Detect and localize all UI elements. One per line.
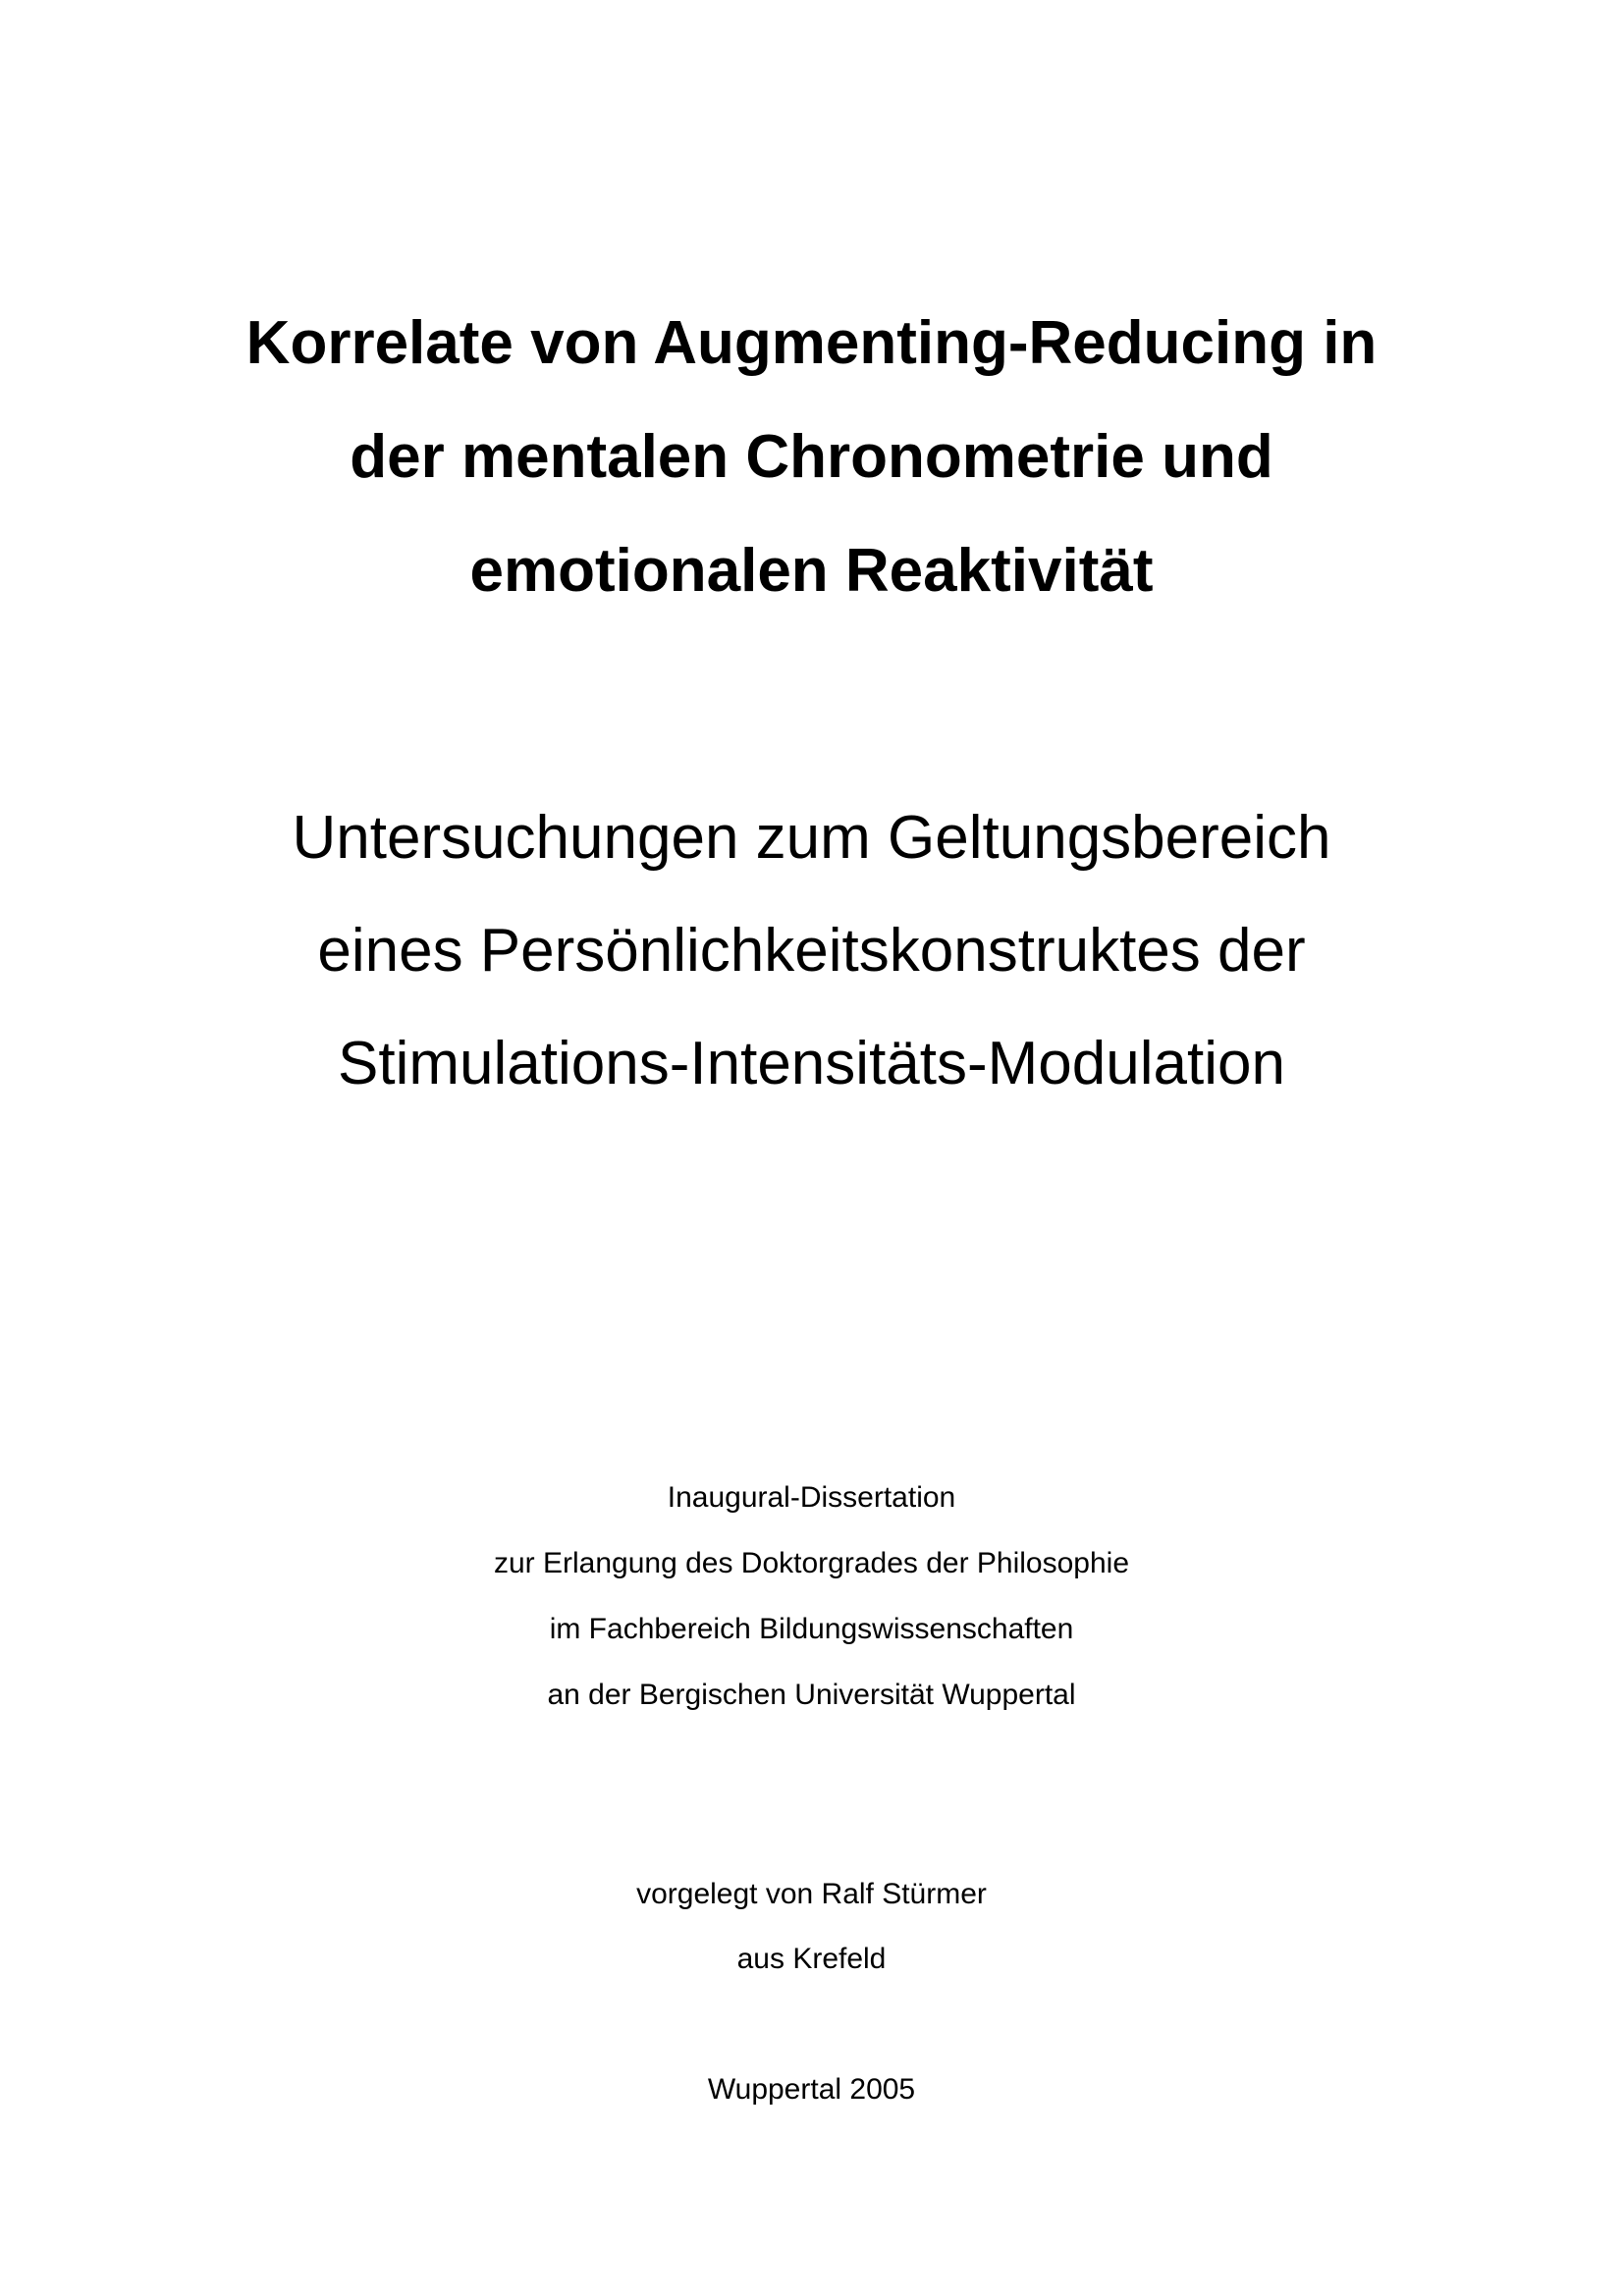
- dissertation-title: [0, 287, 1623, 628]
- dissertation-purpose: zur Erlangung des Doktorgrades der Philosophie: [493, 1547, 1130, 1579]
- dissertation-subtitle: [0, 781, 1623, 1120]
- title-line-2: der mentalen Chronometrie und: [350, 423, 1273, 491]
- dissertation-department: im Fachbereich Bildungswissenschaften: [549, 1613, 1074, 1645]
- author-origin: aus Krefeld: [736, 1943, 887, 1975]
- dissertation-type: Inaugural-Dissertation: [667, 1481, 956, 1514]
- place-year: [0, 2057, 1623, 2122]
- dissertation-info: [0, 1465, 1623, 1728]
- author-info: [0, 1862, 1623, 1992]
- dissertation-university: an der Bergischen Universität Wuppertal: [547, 1679, 1076, 1711]
- subtitle-line-1: Untersuchungen zum Geltungsbereich: [292, 804, 1331, 872]
- author-name: vorgelegt von Ralf Stürmer: [636, 1878, 987, 1910]
- title-line-1: Korrelate von Augmenting-Reducing in: [245, 309, 1378, 377]
- subtitle-line-2: eines Persönlichkeitskonstruktes der: [317, 917, 1306, 985]
- title-line-3: emotionalen Reaktivität: [469, 537, 1154, 605]
- subtitle-line-3: Stimulations-Intensitäts-Modulation: [338, 1030, 1285, 1097]
- place-year-text: Wuppertal 2005: [707, 2073, 916, 2106]
